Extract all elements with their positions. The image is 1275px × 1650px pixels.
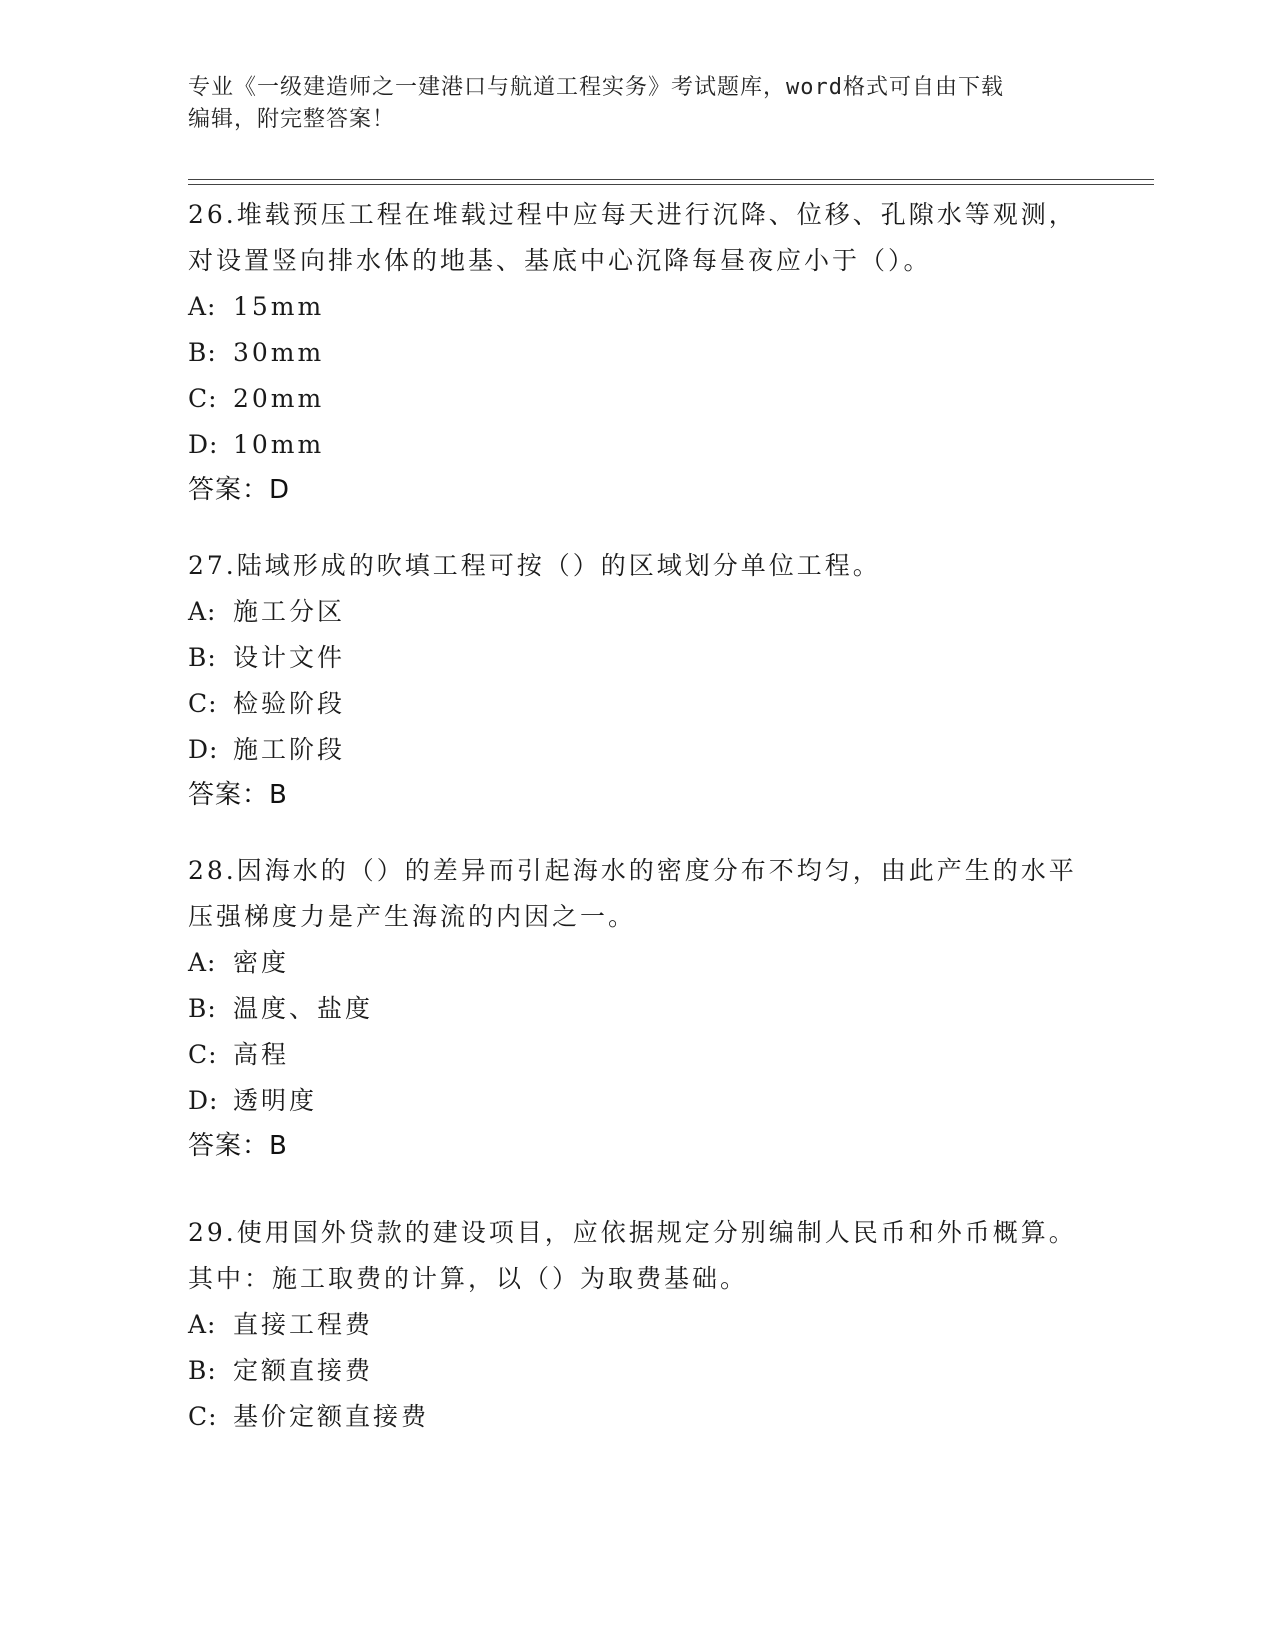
option-text: 高程: [233, 1040, 290, 1069]
document-header: [188, 72, 1088, 136]
option-text: 定额直接费: [233, 1356, 374, 1385]
option-text: 施工分区: [233, 597, 346, 626]
option-key: D:: [188, 1086, 219, 1115]
question-stem: 29.使用国外贷款的建设项目，应依据规定分别编制人民币和外币概算。其中：施工取费的计算，以（）为取费基础。: [188, 1218, 1077, 1293]
answer-value: B: [269, 1131, 287, 1161]
option-key: B:: [188, 994, 217, 1023]
option-c: [188, 376, 1088, 422]
option-text: 检验阶段: [233, 689, 346, 718]
question-28: [188, 848, 1088, 1168]
option-b: [188, 330, 1088, 376]
option-text: 施工阶段: [233, 735, 346, 764]
option-key: A:: [188, 1310, 217, 1339]
answer: [188, 773, 1088, 817]
option-text: 密度: [233, 948, 290, 977]
option-d: [188, 422, 1088, 468]
question-27: [188, 543, 1088, 817]
question-stem: 26.堆载预压工程在堆载过程中应每天进行沉降、位移、孔隙水等观测，对设置竖向排水体的地基、基底中心沉降每昼夜应小于（）。: [188, 200, 1077, 275]
question-stem: 28.因海水的（）的差异而引起海水的密度分布不均匀，由此产生的水平压强梯度力是产生海流的内因之一。: [188, 856, 1077, 931]
header-divider-bottom: [188, 184, 1154, 185]
option-key: A:: [188, 597, 217, 626]
option-text: 15mm: [233, 292, 325, 321]
option-text: 温度、盐度: [233, 994, 374, 1023]
option-b: [188, 986, 1088, 1032]
option-key: A:: [188, 292, 217, 321]
option-key: A:: [188, 948, 217, 977]
option-c: [188, 1032, 1088, 1078]
answer: [188, 1124, 1088, 1168]
answer-label: 答案：: [188, 1131, 270, 1161]
question-stem: 27.陆域形成的吹填工程可按（）的区域划分单位工程。: [188, 551, 881, 580]
option-a: [188, 589, 1088, 635]
option-key: C:: [188, 384, 218, 413]
option-key: B:: [188, 1356, 217, 1385]
option-c: [188, 681, 1088, 727]
option-a: [188, 1302, 1088, 1348]
option-key: C:: [188, 1040, 218, 1069]
answer-value: B: [269, 780, 287, 810]
option-text: 直接工程费: [233, 1310, 374, 1339]
option-key: C:: [188, 689, 218, 718]
header-divider-top: [188, 179, 1154, 180]
option-c: [188, 1394, 1088, 1440]
option-text: 设计文件: [233, 643, 346, 672]
option-d: [188, 727, 1088, 773]
question-29: [188, 1210, 1088, 1440]
answer-label: 答案：: [188, 475, 270, 505]
option-key: B:: [188, 643, 217, 672]
option-b: [188, 1348, 1088, 1394]
option-a: [188, 284, 1088, 330]
option-text: 30mm: [233, 338, 325, 367]
question-26: [188, 192, 1088, 512]
option-key: D:: [188, 735, 219, 764]
answer-value: D: [269, 475, 290, 505]
option-text: 基价定额直接费: [233, 1402, 430, 1431]
option-key: C:: [188, 1402, 218, 1431]
option-text: 10mm: [233, 430, 325, 459]
option-a: [188, 940, 1088, 986]
answer-label: 答案：: [188, 780, 270, 810]
option-text: 20mm: [233, 384, 325, 413]
option-d: [188, 1078, 1088, 1124]
header-line-1: 专业《一级建造师之一建港口与航道工程实务》考试题库，word格式可自由下载: [188, 75, 1004, 100]
option-text: 透明度: [233, 1086, 318, 1115]
answer: [188, 468, 1088, 512]
option-key: D:: [188, 430, 219, 459]
option-key: B:: [188, 338, 217, 367]
header-line-2: 编辑，附完整答案！: [188, 107, 396, 132]
option-b: [188, 635, 1088, 681]
